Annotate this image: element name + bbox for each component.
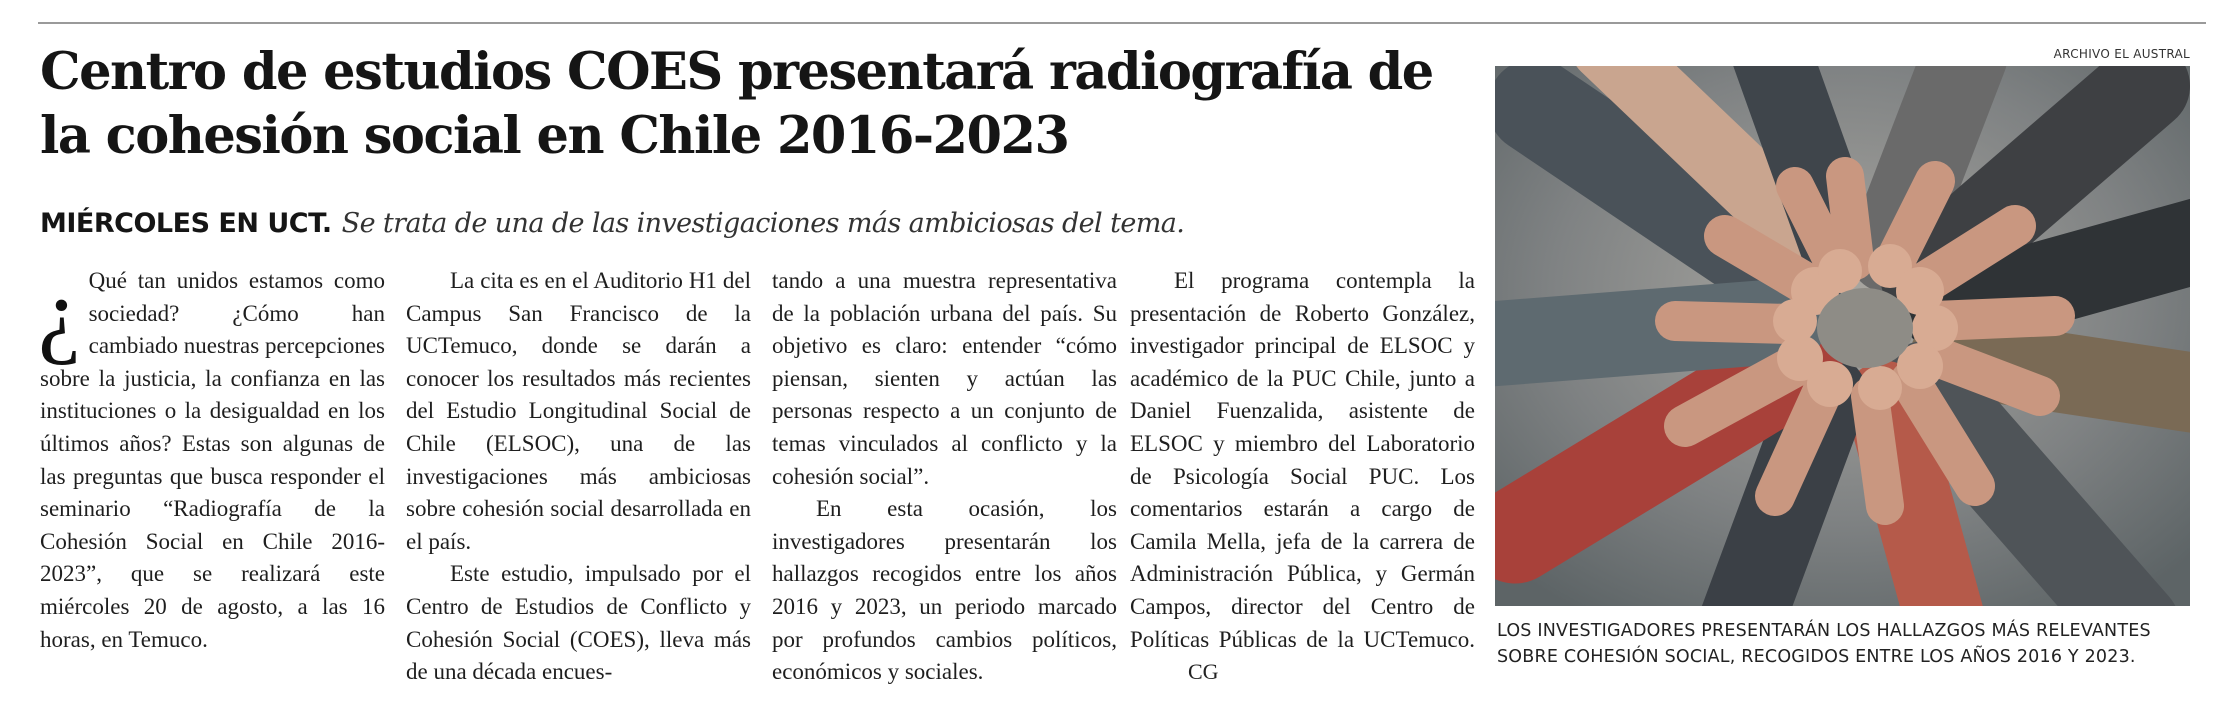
hands-circle-illustration [1495, 66, 2190, 606]
body-column-4 [1130, 265, 1475, 689]
paragraph-text: El programa contempla la presentación de Roberto González, investigador principal de ELSOC y académico de la PUC Chile, junto a Daniel Fuenzalida, asistente de ELSOC y miembro del Laboratorio de Psicología Social PUC. Los comentarios estarán a cargo de Camila Mella, jefa de la carrera de Administración Pública, y Germán Campos, director del Centro de Políticas Públicas de la UCTemuco. [1130, 268, 1475, 652]
body-paragraph [38, 259, 385, 656]
kicker: MIÉRCOLES EN UCT. [40, 208, 332, 239]
author-signoff: CG [1188, 659, 1219, 685]
paragraph-text: Qué tan unidos estamos como sociedad? ¿Cómo han cambiado nuestras percepciones sobre la justicia, la confianza en las instituciones o la desigualdad en los últimos años? Estas son algunas de las preguntas que busca responder el seminario “Radiografía de la Cohesión Social en Chile 2016-2023”, que se realizará este miércoles 20 de agosto, a las 16 horas, en Temuco. [40, 268, 385, 652]
deck: Se trata de una de las investigaciones más ambiciosas del tema. [341, 208, 1185, 239]
body-paragraph [1130, 265, 1475, 689]
top-rule [38, 22, 2206, 24]
article-photo [1495, 66, 2190, 606]
photo-caption: LOS INVESTIGADORES PRESENTARÁN LOS HALLAZGOS MÁS RELEVANTES SOBRE COHESIÓN SOCIAL, RECOGIDOS ENTRE LOS AÑOS 2016 Y 2023. [1497, 621, 2151, 667]
body-paragraph: La cita es en el Auditorio H1 del Campus San Francisco de la UCTemuco, donde se darán a conocer los resultados más recientes del Estudio Longitudinal Social de Chile (ELSOC), una de las investigaciones más ambiciosas sobre cohesión social desarrollada en el país. [406, 268, 751, 554]
body-column-2 [406, 265, 751, 689]
headline: Centro de estudios COES presentará radiografía de la cohesión social en Chile 2016-2023 [40, 42, 1433, 166]
subheadline [40, 203, 1490, 244]
body-paragraph: tando a una muestra representativa de la población urbana del país. Su objetivo es claro: entender “cómo piensan, sienten y actúan las personas respecto a un conjunto de temas vinculados al conflicto y la cohesión social”. [772, 268, 1117, 489]
body-column-1 [38, 259, 385, 656]
body-paragraph: Este estudio, impulsado por el Centro de Estudios de Conflicto y Cohesión Social (COES), lleva más de una década encues- [406, 561, 751, 685]
body-column-3 [772, 265, 1117, 689]
body-paragraph: En esta ocasión, los investigadores presentarán los hallazgos recogidos entre los años 2016 y 2023, un periodo marcado por profundos cambios políticos, económicos y sociales. [772, 496, 1117, 685]
drop-cap: ¿ [38, 259, 81, 366]
photo-credit: ARCHIVO EL AUSTRAL [2053, 47, 2190, 61]
